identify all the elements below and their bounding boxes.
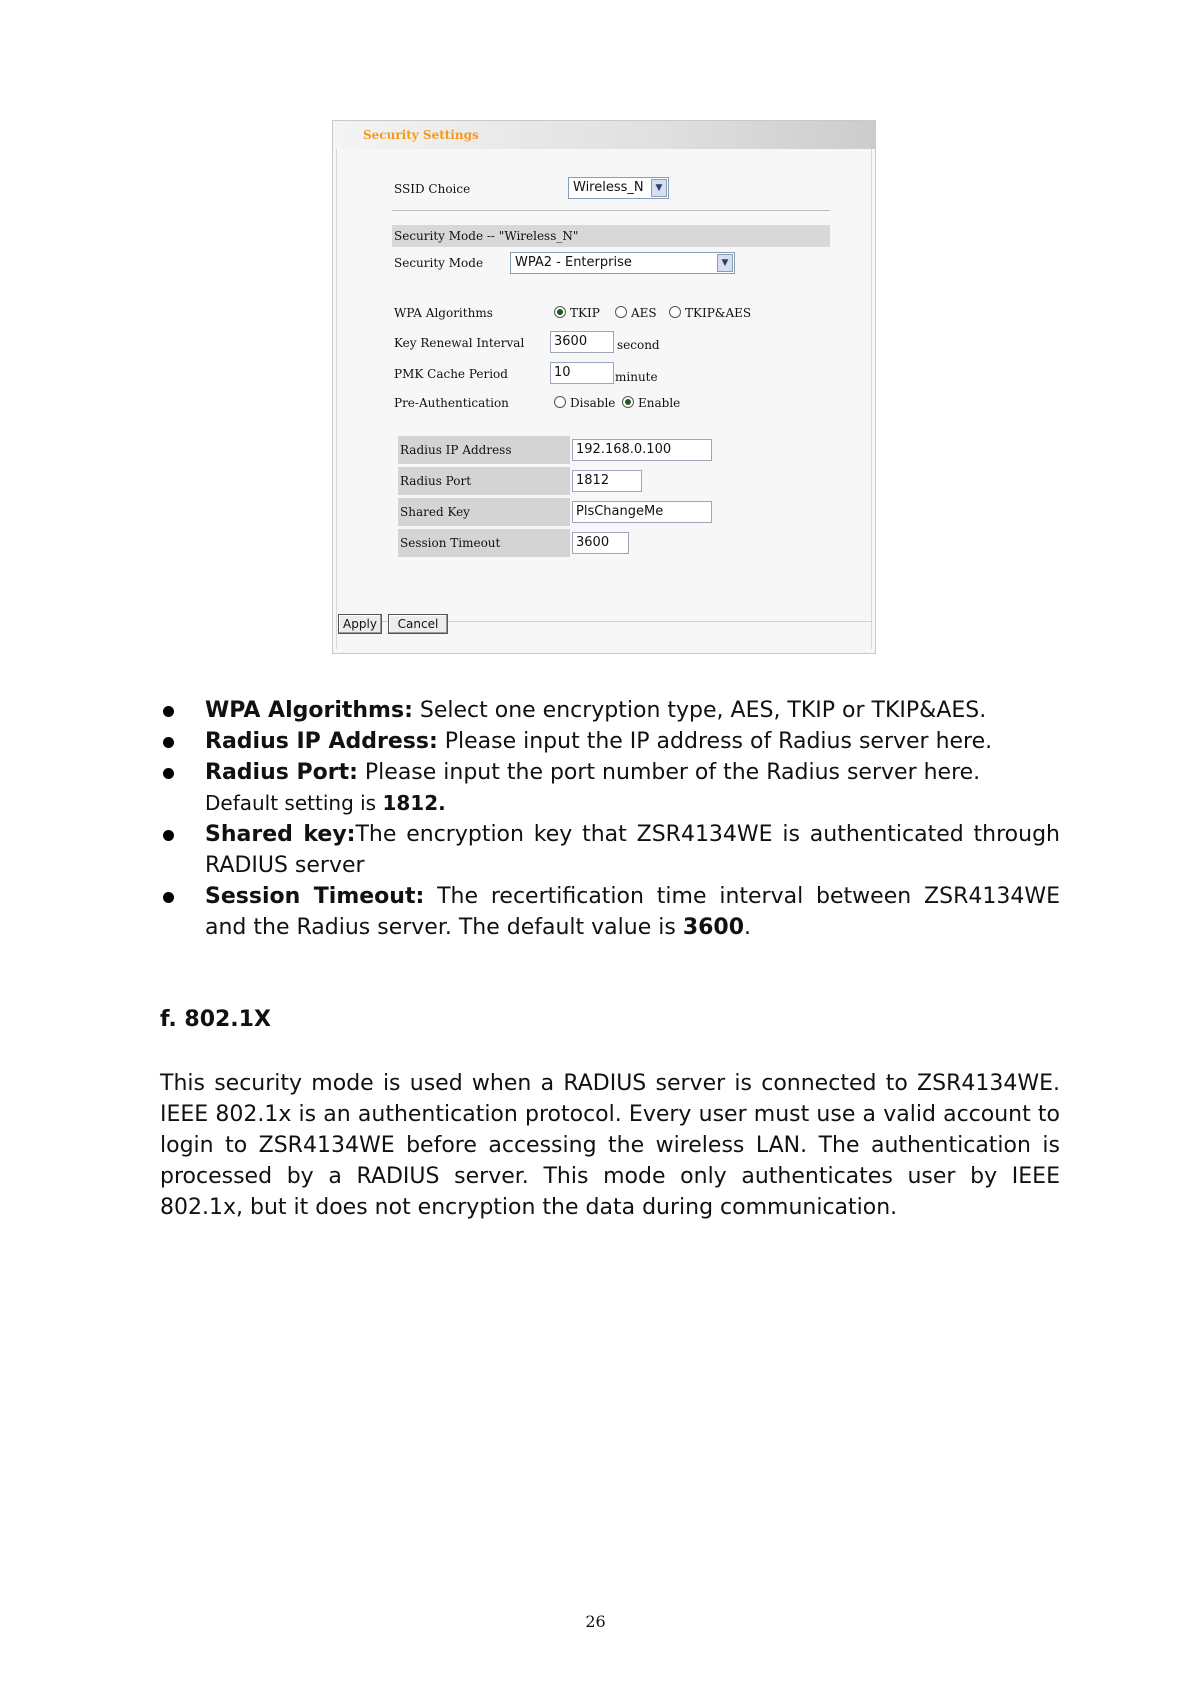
radius-ip-value: 192.168.0.100 (576, 442, 672, 457)
bullet-icon (163, 706, 174, 717)
bullet-note-value: 1812. (382, 791, 446, 815)
bullet-text: Select one encryption type, AES, TKIP or TKIP&AES. (412, 698, 987, 723)
session-timeout-label: Session Timeout (398, 529, 570, 557)
key-renewal-value: 3600 (554, 334, 588, 349)
ssid-choice-value: Wireless_N (573, 180, 644, 195)
shared-key-input[interactable] (572, 501, 712, 523)
radio-disable[interactable] (554, 396, 566, 408)
field-descriptions (160, 695, 1060, 943)
radio-aes-label: AES (631, 306, 657, 320)
radius-ip-label: Radius IP Address (398, 436, 570, 464)
security-mode-value: WPA2 - Enterprise (515, 255, 632, 270)
security-mode-select[interactable] (510, 252, 735, 274)
radio-disable-label: Disable (570, 396, 616, 410)
radio-tkip-aes-label: TKIP&AES (685, 306, 752, 320)
pmk-cache-input[interactable] (550, 362, 614, 384)
bullet-value: 3600 (682, 915, 745, 940)
list-item (160, 881, 1060, 943)
preauth-label: Pre-Authentication (394, 396, 509, 410)
session-timeout-value: 3600 (576, 535, 610, 550)
panel-header (333, 121, 875, 149)
ssid-choice-select[interactable] (568, 177, 669, 199)
bullet-text: Please input the IP address of Radius server here. (437, 729, 993, 754)
panel-body (336, 149, 872, 649)
bullet-icon (163, 768, 174, 779)
bullet-tail: . (744, 915, 752, 940)
bullet-term: Session Timeout: (205, 884, 425, 909)
radio-aes[interactable] (615, 306, 627, 318)
radio-tkip-label: TKIP (570, 306, 600, 320)
radio-enable[interactable] (622, 396, 634, 408)
ssid-choice-label: SSID Choice (394, 182, 471, 196)
panel-title: Security Settings (363, 128, 479, 142)
security-mode-label: Security Mode (394, 256, 484, 270)
shared-key-label: Shared Key (398, 498, 570, 526)
radius-port-value: 1812 (576, 473, 610, 488)
section-heading: f. 802.1X (160, 1007, 271, 1032)
list-item (160, 819, 1060, 881)
chevron-down-icon[interactable]: ▼ (651, 179, 667, 197)
wpa-algorithms-label: WPA Algorithms (394, 306, 493, 320)
radius-ip-input[interactable] (572, 439, 712, 461)
security-settings-screenshot (332, 120, 876, 654)
bullet-icon (163, 892, 174, 903)
section-paragraph: This security mode is used when a RADIUS server is connected to ZSR4134WE. IEEE 802.1x is an authentication protocol. Every user must use a valid account to login to ZSR4134WE before accessing the wireless LAN. The authentication is processed by a RADIUS server. This mode only authenticates user by IEEE 802.1x, but it does not encryption the data during communication. (160, 1071, 1060, 1220)
bullet-text: The encryption key that ZSR4134WE is authenticated through RADIUS server (205, 822, 1060, 878)
bullet-icon (163, 830, 174, 841)
bullet-term: Shared key: (205, 822, 356, 847)
bullet-term: Radius IP Address: (205, 729, 438, 754)
chevron-down-icon[interactable]: ▼ (717, 254, 733, 272)
list-item (160, 726, 1060, 757)
pmk-cache-unit: minute (615, 370, 658, 384)
radio-tkip[interactable] (554, 306, 566, 318)
radio-enable-label: Enable (638, 396, 681, 410)
key-renewal-unit: second (617, 338, 660, 352)
cancel-button[interactable]: Cancel (388, 614, 448, 634)
divider (392, 210, 830, 211)
radius-port-input[interactable] (572, 470, 642, 492)
key-renewal-label: Key Renewal Interval (394, 336, 525, 350)
list-item (160, 695, 1060, 726)
session-timeout-input[interactable] (572, 532, 629, 554)
pmk-cache-value: 10 (554, 365, 571, 380)
bullet-icon (163, 737, 174, 748)
key-renewal-input[interactable] (550, 331, 614, 353)
list-item (160, 757, 1060, 819)
bullet-term: WPA Algorithms: (205, 698, 413, 723)
bullet-note: Default setting is (205, 791, 383, 815)
bullet-text: Please input the port number of the Radius server here. (357, 760, 981, 785)
radio-tkip-aes[interactable] (669, 306, 681, 318)
bullet-term: Radius Port: (205, 760, 358, 785)
apply-button[interactable]: Apply (338, 614, 382, 634)
shared-key-value: PlsChangeMe (576, 504, 664, 519)
bullet-text: The recertification time interval between ZSR4134WE and the Radius server. The default value is (205, 884, 1060, 940)
security-mode-header: Security Mode -- "Wireless_N" (394, 229, 579, 243)
page-number: 26 (585, 1612, 606, 1631)
radius-port-label: Radius Port (398, 467, 570, 495)
pmk-cache-label: PMK Cache Period (394, 367, 508, 381)
